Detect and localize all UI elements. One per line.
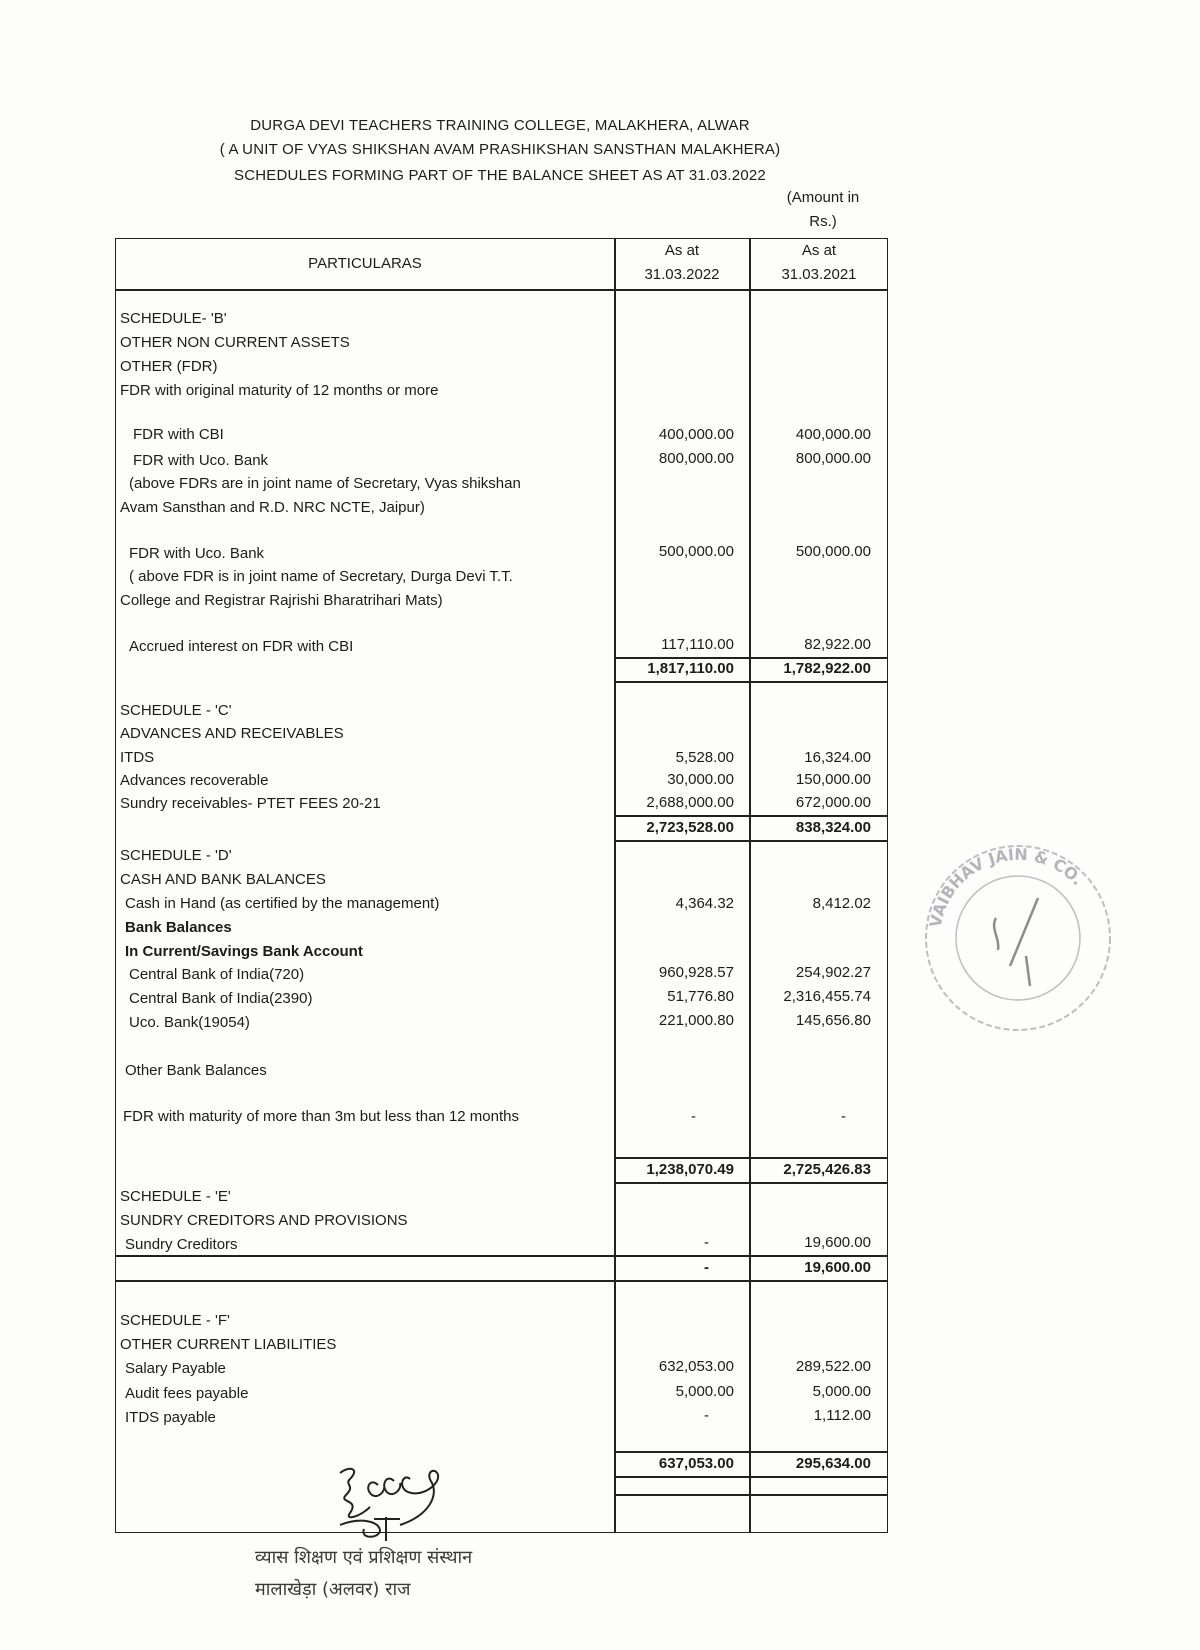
cash-in-hand-2022: 4,364.32 — [675, 895, 734, 912]
fdr-note-2a: ( above FDR is in joint name of Secretary, Durga Devi T.T. — [129, 568, 513, 585]
audit-fees-label: Audit fees payable — [125, 1385, 249, 1402]
fdr-short-maturity-label: FDR with maturity of more than 3m but less than 12 months — [123, 1108, 519, 1125]
advances-2022: 30,000.00 — [667, 771, 734, 788]
schedule-b-total-bottom-rule — [614, 681, 887, 683]
schedule-e-title: SCHEDULE - 'E' — [120, 1188, 231, 1205]
schedule-c-total-bottom-rule — [614, 840, 887, 842]
schedule-e-total-bottom-rule — [116, 1280, 887, 1282]
schedule-c-total-2021: 838,324.00 — [795, 819, 871, 836]
advances-2021: 150,000.00 — [795, 771, 871, 788]
cash-in-hand-label: Cash in Hand (as certified by the management) — [125, 895, 440, 912]
salary-payable-label: Salary Payable — [125, 1360, 226, 1377]
fdr-short-maturity-2022: - — [691, 1108, 696, 1125]
col1-heading-line2: 31.03.2022 — [644, 266, 720, 283]
schedule-b-heading: OTHER NON CURRENT ASSETS — [120, 334, 350, 351]
current-savings-label: In Current/Savings Bank Account — [125, 943, 363, 960]
fdr-cbi-label: FDR with CBI — [133, 426, 224, 443]
fdr-note-1b: Avam Sansthan and R.D. NRC NCTE, Jaipur) — [120, 499, 425, 516]
cbi-720-label: Central Bank of India(720) — [129, 966, 305, 983]
schedule-table — [115, 238, 888, 1533]
itds-2021: 16,324.00 — [804, 749, 871, 766]
uco-19054-label: Uco. Bank(19054) — [129, 1014, 250, 1031]
schedule-d-total-top-rule — [614, 1157, 887, 1159]
final-rule — [614, 1494, 887, 1496]
schedule-e-total-2021: 19,600.00 — [804, 1259, 871, 1276]
accrued-interest-label: Accrued interest on FDR with CBI — [129, 638, 354, 655]
col2-heading — [751, 239, 887, 287]
fdr-uco2-label: FDR with Uco. Bank — [129, 545, 265, 562]
schedule-f-total-top-rule — [614, 1451, 887, 1453]
fdr-cbi-2022: 400,000.00 — [658, 426, 734, 443]
itds-2022: 5,528.00 — [675, 749, 734, 766]
other-bank-balances-label: Other Bank Balances — [125, 1062, 267, 1079]
fdr-uco2-2021: 500,000.00 — [795, 543, 871, 560]
uco-19054-2022: 221,000.80 — [658, 1012, 734, 1029]
schedule-e-total-top-rule — [116, 1255, 887, 1257]
accrued-interest-2021: 82,922.00 — [804, 636, 871, 653]
sundry-receivables-2022: 2,688,000.00 — [646, 794, 734, 811]
salary-payable-2022: 632,053.00 — [658, 1358, 734, 1375]
schedule-b-total-2022: 1,817,110.00 — [647, 660, 734, 677]
college-name: DURGA DEVI TEACHERS TRAINING COLLEGE, MALAKHERA, ALWAR — [250, 117, 750, 134]
fdr-note-2b: College and Registrar Rajrishi Bharatrihari Mats) — [120, 592, 443, 609]
itds-payable-label: ITDS payable — [125, 1409, 216, 1426]
schedule-e-heading: SUNDRY CREDITORS AND PROVISIONS — [120, 1212, 408, 1229]
svg-text:VAIBHAV JAIN & CO. — [926, 845, 1088, 929]
uco-19054-2021: 145,656.80 — [795, 1012, 871, 1029]
cash-in-hand-2021: 8,412.02 — [812, 895, 871, 912]
header-divider — [116, 289, 887, 291]
salary-payable-2021: 289,522.00 — [795, 1358, 871, 1375]
schedule-c-total-2022: 2,723,528.00 — [646, 819, 734, 836]
schedule-c-total-top-rule — [614, 815, 887, 817]
schedule-f-total-2022: 637,053.00 — [658, 1455, 734, 1472]
fdr-uco-2022: 800,000.00 — [658, 450, 734, 467]
sundry-receivables-label: Sundry receivables- PTET FEES 20-21 — [120, 795, 381, 812]
accrued-interest-2022: 117,110.00 — [661, 636, 734, 653]
stamp-line2: मालाखेड़ा (अलवर) राज — [255, 1579, 411, 1600]
schedule-c-title: SCHEDULE - 'C' — [120, 702, 232, 719]
unit-name: ( A UNIT OF VYAS SHIKSHAN AVAM PRASHIKSHAN SANSTHAN MALAKHERA) — [219, 141, 781, 158]
audit-fees-2021: 5,000.00 — [812, 1383, 871, 1400]
fdr-uco-2021: 800,000.00 — [795, 450, 871, 467]
amount-note-line1: (Amount in — [786, 189, 860, 206]
schedule-d-total-bottom-rule — [614, 1182, 887, 1184]
amount-note — [768, 186, 878, 234]
itds-label: ITDS — [120, 749, 155, 766]
stamp-line1: व्यास शिक्षण एवं प्रशिक्षण संस्थान — [255, 1547, 473, 1568]
particulars-heading: PARTICULARAS — [308, 255, 422, 272]
schedule-b-sub2: FDR with original maturity of 12 months or more — [120, 382, 439, 399]
seal-text: VAIBHAV JAIN & CO. — [925, 844, 1088, 929]
schedule-b-total-2021: 1,782,922.00 — [783, 660, 871, 677]
schedule-c-heading: ADVANCES AND RECEIVABLES — [120, 725, 344, 742]
fdr-uco2-2022: 500,000.00 — [658, 543, 734, 560]
amount-note-line2: Rs.) — [809, 213, 837, 230]
schedule-f-title: SCHEDULE - 'F' — [120, 1312, 230, 1329]
bank-balances-label: Bank Balances — [125, 919, 232, 936]
cbi-720-2021: 254,902.27 — [795, 964, 871, 981]
schedule-d-total-2021: 2,725,426.83 — [783, 1161, 871, 1178]
document-title: SCHEDULES FORMING PART OF THE BALANCE SHEET AS AT 31.03.2022 — [234, 167, 766, 184]
advances-label: Advances recoverable — [120, 772, 269, 789]
cbi-2390-2022: 51,776.80 — [667, 988, 734, 1005]
cbi-720-2022: 960,928.57 — [658, 964, 734, 981]
fdr-uco-label: FDR with Uco. Bank — [133, 452, 269, 469]
schedule-f-heading: OTHER CURRENT LIABILITIES — [120, 1336, 337, 1353]
sundry-creditors-label: Sundry Creditors — [125, 1236, 238, 1253]
cbi-2390-label: Central Bank of India(2390) — [129, 990, 313, 1007]
schedule-d-title: SCHEDULE - 'D' — [120, 847, 232, 864]
itds-payable-2021: 1,112.00 — [813, 1407, 871, 1424]
signature-mark — [320, 1455, 480, 1545]
schedule-d-heading: CASH AND BANK BALANCES — [120, 871, 326, 888]
auditor-seal — [918, 838, 1118, 1038]
cbi-2390-2021: 2,316,455.74 — [783, 988, 871, 1005]
schedule-b-sub: OTHER (FDR) — [120, 358, 218, 375]
schedule-e-total-2022: - — [704, 1259, 709, 1276]
schedule-f-total-bottom-rule — [614, 1476, 887, 1478]
col2-heading-line2: 31.03.2021 — [781, 266, 857, 283]
schedule-f-total-2021: 295,634.00 — [795, 1455, 871, 1472]
sundry-creditors-2022: - — [704, 1234, 709, 1251]
schedule-d-total-2022: 1,238,070.49 — [646, 1161, 734, 1178]
fdr-cbi-2021: 400,000.00 — [795, 426, 871, 443]
itds-payable-2022: - — [704, 1407, 709, 1424]
col2-heading-line1: As at — [801, 242, 837, 259]
fdr-short-maturity-2021: - — [841, 1108, 846, 1125]
sundry-receivables-2021: 672,000.00 — [795, 794, 871, 811]
audit-fees-2022: 5,000.00 — [675, 1383, 734, 1400]
sundry-creditors-2021: 19,600.00 — [804, 1234, 871, 1251]
col1-heading — [616, 239, 748, 287]
fdr-note-1a: (above FDRs are in joint name of Secretary, Vyas shikshan — [129, 475, 521, 492]
schedule-b-title: SCHEDULE- 'B' — [120, 310, 227, 327]
col1-heading-line1: As at — [664, 242, 700, 259]
